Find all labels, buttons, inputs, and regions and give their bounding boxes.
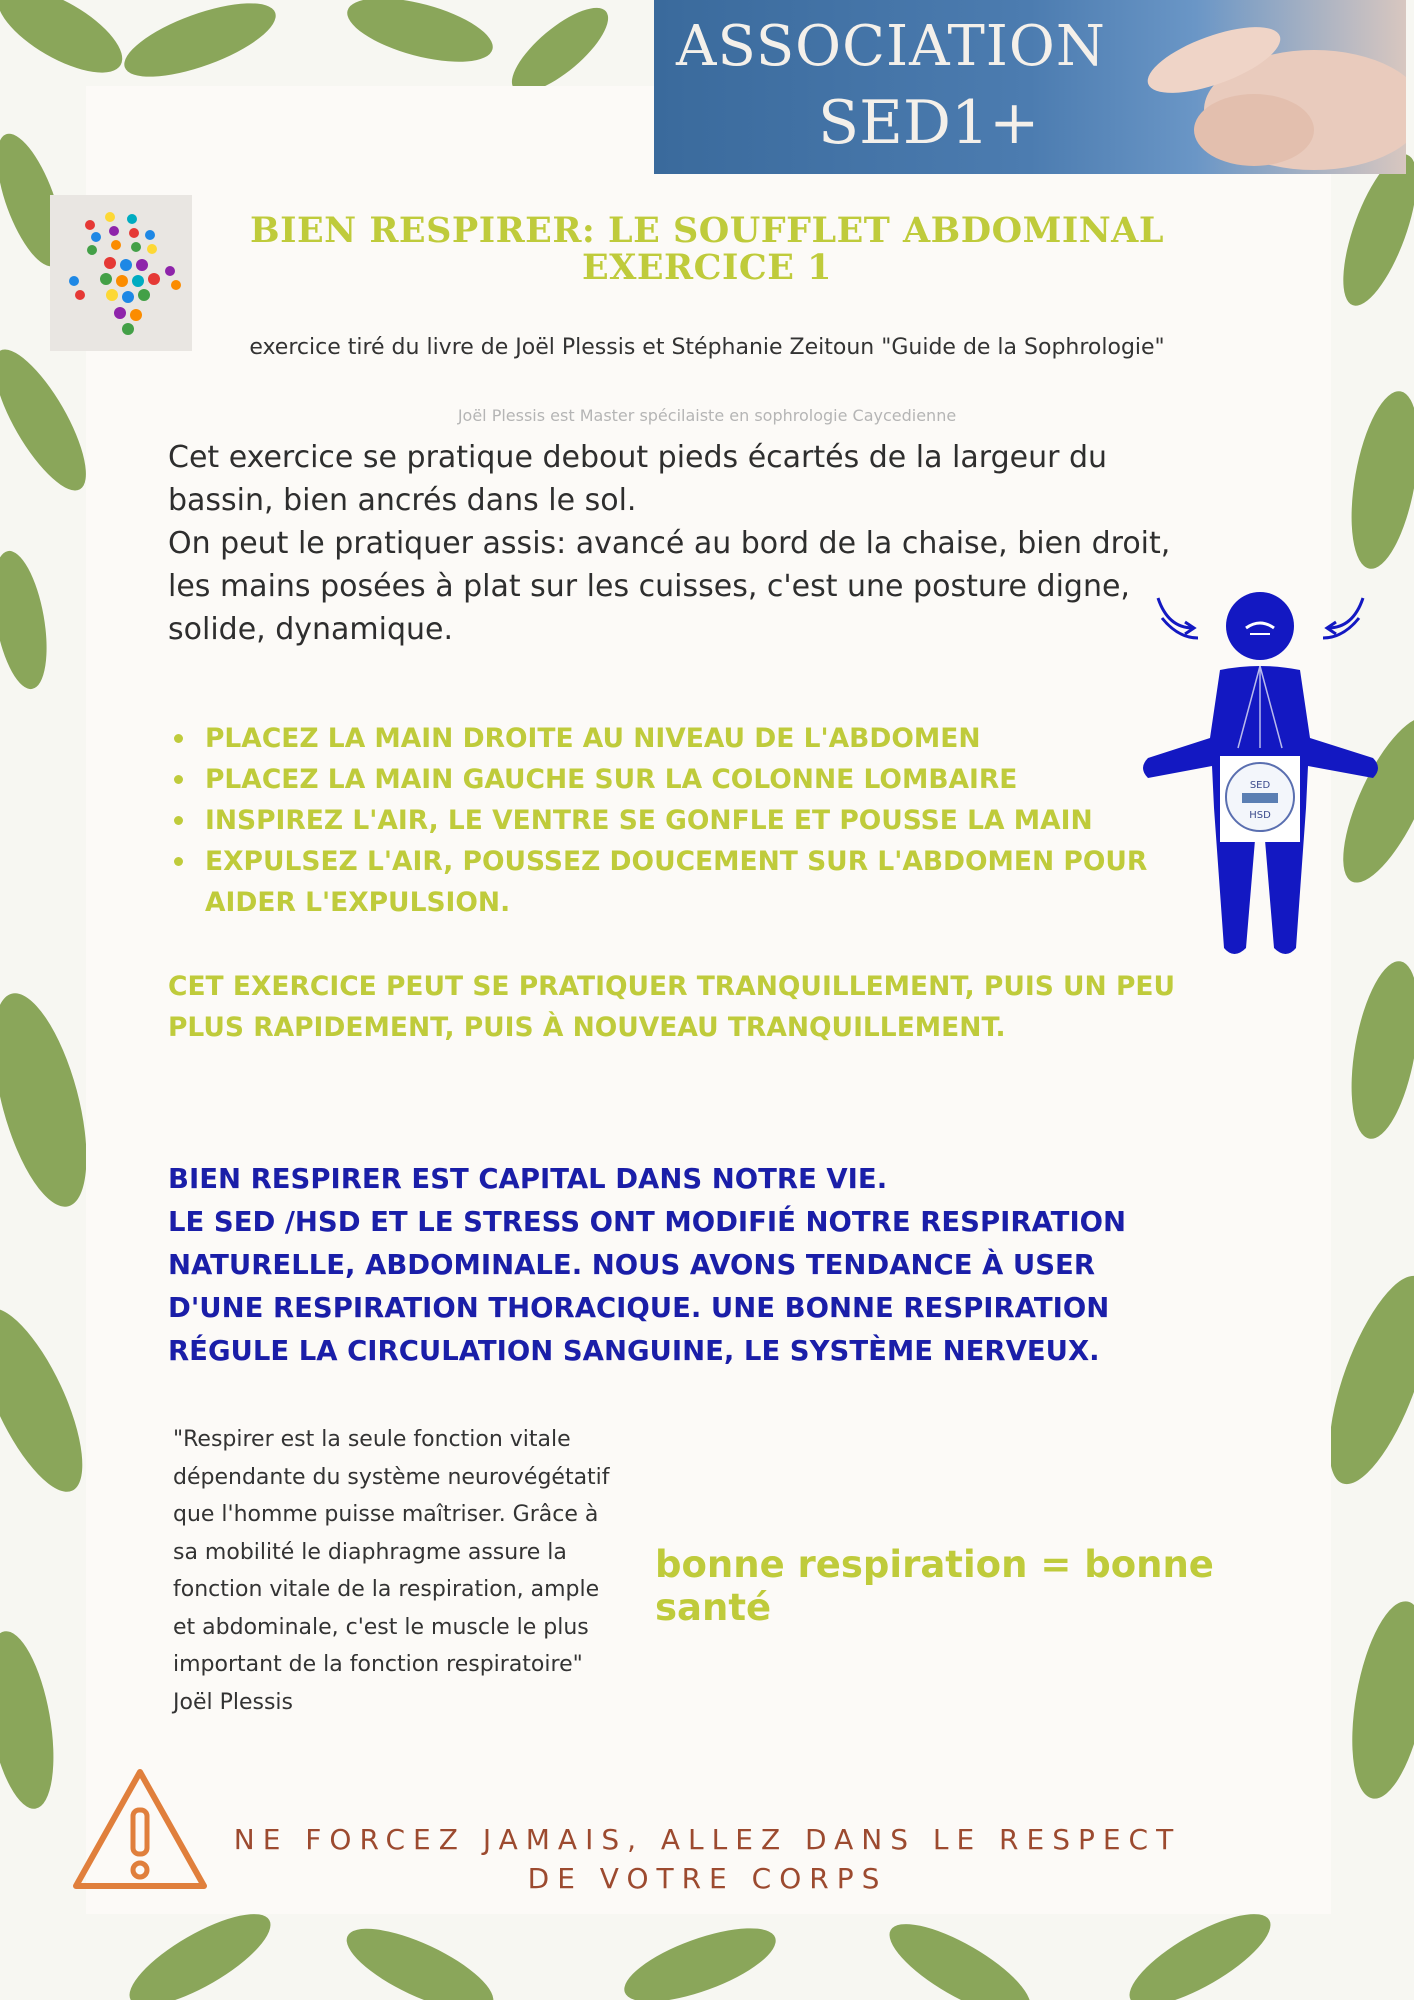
exercise-steps (168, 718, 1218, 923)
intro-paragraph-1: Cet exercice se pratique debout pieds écartés de la largeur du bassin, bien ancrés dans le sol. (168, 440, 1108, 518)
step-item: EXPULSEZ L'AIR, POUSSEZ DOUCEMENT SUR L'ABDOMEN POUR AIDER L'EXPULSION. (168, 841, 1218, 923)
capital-line-2: LE SED /HSD ET LE STRESS ONT MODIFIÉ NOTRE RESPIRATION NATURELLE, ABDOMINALE. NOUS AVONS TENDANCE À USER D'UNE RESPIRATION THORACIQUE. UNE BONNE RESPIRATION RÉGULE LA CIRCULATION SANGUINE, LE SYSTÈME NERVEUX. (168, 1206, 1127, 1367)
breathing-person-icon (1138, 588, 1383, 960)
warning-triangle-icon (70, 1766, 210, 1892)
breathing-importance (168, 1158, 1178, 1373)
motto: bonne respiration = bonne santé (655, 1543, 1214, 1629)
badge-bottom-text: HSD (1249, 810, 1271, 821)
capital-line-1: BIEN RESPIRER EST CAPITAL DANS NOTRE VIE. (168, 1163, 888, 1195)
badge-top-text: SED (1249, 780, 1271, 791)
banner-sed-text: SED1+ (818, 88, 1040, 158)
intro-text (168, 436, 1188, 651)
handprint-image (50, 195, 192, 351)
banner-association-text: ASSOCIATION (676, 14, 1106, 79)
step-item: PLACEZ LA MAIN GAUCHE SUR LA COLONNE LOMBAIRE (168, 759, 1218, 800)
association-banner (654, 0, 1406, 174)
book-source: exercice tiré du livre de Joël Plessis et Stéphanie Zeitoun "Guide de la Sophrologie" (249, 335, 1165, 360)
step-item: INSPIREZ L'AIR, LE VENTRE SE GONFLE ET POUSSE LA MAIN (168, 800, 1218, 841)
title-line-1: BIEN RESPIRER: LE SOUFFLET ABDOMINAL (250, 210, 1164, 251)
tempo-note: CET EXERCICE PEUT SE PRATIQUER TRANQUILLEMENT, PUIS UN PEU PLUS RAPIDEMENT, PUIS À NOUVEAU TRANQUILLEMENT. (168, 971, 1175, 1043)
warning-text: NE FORCEZ JAMAIS, ALLEZ DANS LE RESPECT DE VOTRE CORPS (233, 1823, 1182, 1895)
plessis-quote: "Respirer est la seule fonction vitale dépendante du système neurovégétatif que l'homme puisse maîtriser. Grâce à sa mobilité le diaphragme assure la fonction vitale de la respiration, ample et abdominale, c'est le muscle le plus important de la fonction respiratoire" Joël Plessis (173, 1427, 610, 1715)
step-item: PLACEZ LA MAIN DROITE AU NIVEAU DE L'ABDOMEN (168, 718, 1218, 759)
intro-paragraph-2: On peut le pratiquer assis: avancé au bord de la chaise, bien droit, les mains posées à plat sur les cuisses, c'est une posture digne, solide, dynamique. (168, 526, 1171, 647)
title-line-2: EXERCICE 1 (582, 247, 832, 288)
page-title (200, 212, 1214, 286)
author-credit: Joël Plessis est Master spécilaiste en sophrologie Caycedienne (457, 406, 957, 425)
